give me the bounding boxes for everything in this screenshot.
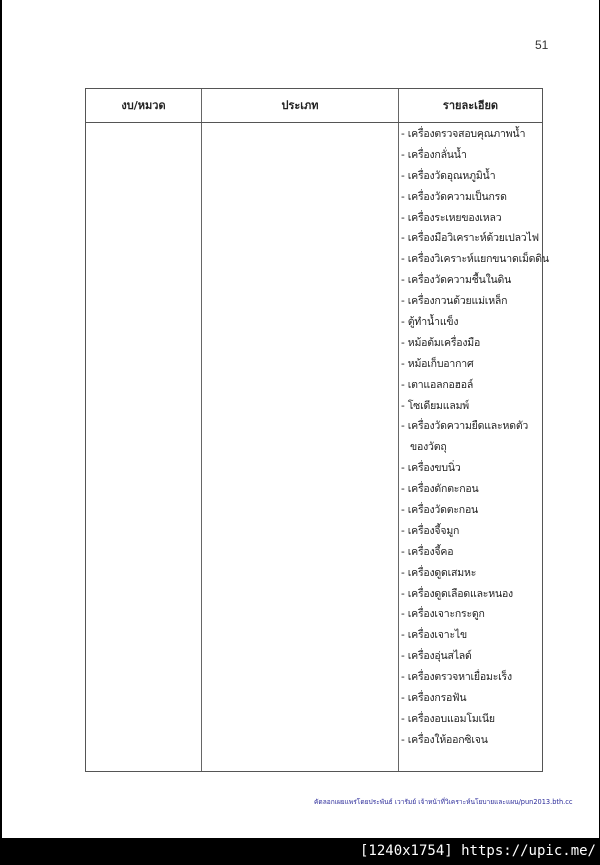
list-item: - เตาแอลกอฮอล์ (401, 378, 474, 391)
list-item: - เครื่องอุ่นสไลด์ (401, 650, 472, 663)
list-item: - เครื่องตรวจหาเยื่อมะเร็ง (401, 671, 512, 684)
list-item: - เครื่องระเหยของเหลว (401, 211, 502, 224)
header-type: ประเภท (281, 99, 319, 112)
list-item: - ตู้ทำน้ำแข็ง (401, 316, 459, 329)
list-item: - เครื่องวัดตะกอน (401, 504, 479, 517)
list-item: - เครื่องกรอฟัน (401, 692, 467, 705)
list-item: - หม้อเก็บอากาศ (401, 357, 474, 370)
list-item: - เครื่องกวนด้วยแม่เหล็ก (401, 295, 508, 308)
list-item: - เครื่องจี้จมูก (401, 524, 460, 537)
list-item: - เครื่องวัดความชื้นในดิน (401, 274, 512, 287)
column-divider (201, 89, 202, 771)
list-item: - เครื่องดูดเลือดและหนอง (401, 587, 513, 600)
document-page (2, 0, 599, 838)
list-item: - หม้อต้มเครื่องมือ (401, 336, 481, 349)
list-item: - เครื่องมือวิเคราะห์ด้วยเปลวไฟ (401, 232, 539, 245)
list-item: - เครื่องวัดอุณหภูมิน้ำ (401, 169, 496, 182)
list-item: - โซเดียมแลมพ์ (401, 399, 470, 412)
list-item: - เครื่องดักตะกอน (401, 483, 479, 496)
column-divider (398, 89, 399, 771)
budget-table (85, 88, 549, 772)
list-item: - เครื่องอบแอมโมเนีย (401, 712, 495, 725)
details-cell (400, 123, 549, 751)
header-category: งบ/หมวด (121, 99, 166, 112)
list-item: - เครื่องขบนิ่ว (401, 462, 461, 475)
list-item: - เครื่องดูดเสมหะ (401, 566, 477, 579)
list-item: - เครื่องเจาะกระดูก (401, 608, 485, 621)
image-watermark: [1240x1754] https://upic.me/ (359, 843, 596, 859)
list-item: - เครื่องเจาะไข (401, 629, 467, 642)
list-item: - เครื่องจี้คอ (401, 545, 454, 558)
list-item-continuation: ของวัตถุ (410, 441, 447, 454)
list-item: - เครื่องวัดความเป็นกรด (401, 190, 507, 203)
page-number: 51 (535, 38, 549, 52)
table-header-row (86, 89, 542, 123)
header-details: รายละเอียด (442, 99, 499, 112)
footer-credit: คัดลอกเผยแพร่โดยประพันธ์ เวารัมย์ เจ้าหน้าที่วิเคราะห์นโยบายและแผน/pun2013.bth.cc (314, 798, 573, 806)
list-item: - เครื่องให้ออกซิเจน (401, 733, 488, 746)
list-item: - เครื่องกลั่นน้ำ (401, 148, 467, 161)
list-item: - เครื่องวิเคราะห์แยกขนาดเม็ดดิน (401, 253, 549, 266)
list-item: - เครื่องตรวจสอบคุณภาพน้ำ (401, 128, 526, 140)
list-item: - เครื่องวัดความยืดและหดตัว (401, 420, 529, 433)
